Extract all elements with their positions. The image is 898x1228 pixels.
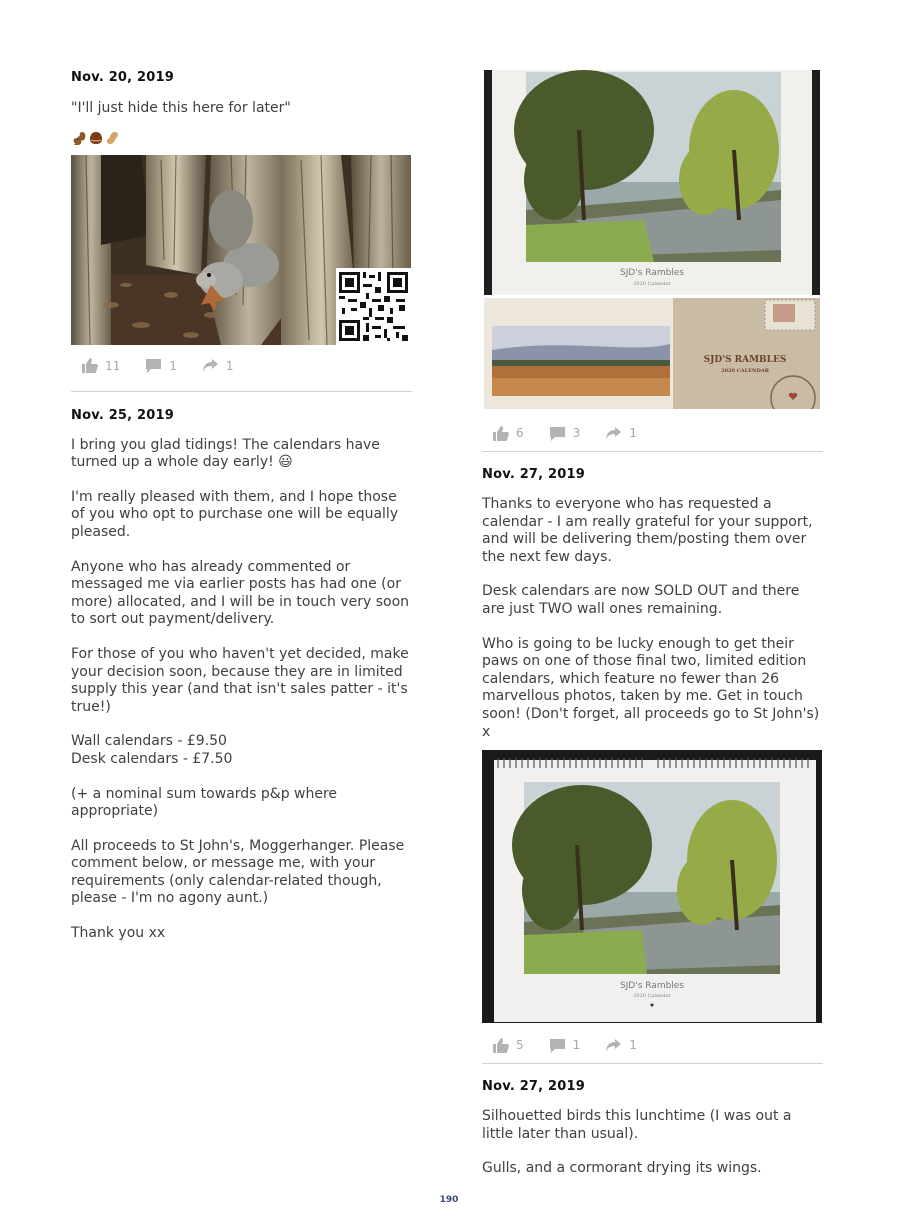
reaction-bar	[71, 353, 412, 379]
post-paragraph: Silhouetted birds this lunchtime (I was out a little later than usual).	[482, 1108, 792, 1142]
like-button[interactable]	[492, 426, 524, 441]
spiral-calendar-photo	[482, 750, 822, 1023]
comment-count: 3	[572, 426, 581, 440]
comment-button[interactable]	[549, 426, 581, 441]
divider	[482, 451, 823, 452]
post-text: "I'll just hide this here for later"	[71, 100, 291, 116]
comment-icon	[145, 358, 162, 373]
share-icon	[605, 426, 622, 441]
share-icon	[202, 358, 219, 373]
post-body	[71, 437, 412, 943]
post-nov-25	[71, 408, 412, 943]
chestnut-emoji-icon	[88, 130, 104, 146]
qr-code-icon	[336, 268, 411, 345]
thumbs-up-icon	[492, 1038, 509, 1053]
comment-icon	[549, 1038, 566, 1053]
calendar-caption: SJD's Rambles	[619, 981, 685, 992]
emoji-row	[71, 129, 412, 147]
post-body	[482, 1108, 823, 1178]
post-paragraph: Desk calendars are now SOLD OUT and there are just TWO wall ones remaining.	[482, 583, 800, 617]
post-paragraph: All proceeds to St John's, Moggerhanger. Please comment below, or message me, with your requirements (only calendar-related though, please - I'm no agony aunt.)	[71, 837, 405, 907]
share-button[interactable]	[605, 426, 637, 441]
like-count: 6	[516, 426, 524, 440]
share-button[interactable]	[202, 358, 234, 373]
post-paragraph: For those of you who haven't yet decided, make your decision soon, because they are in limited supply this year (and that isn't sales patter - it's true!)	[71, 645, 409, 715]
post-paragraph: Thank you xx	[71, 925, 166, 942]
share-button[interactable]	[605, 1038, 637, 1053]
post-paragraph: (+ a nominal sum towards p&p where appropriate)	[71, 785, 338, 820]
squirrel-emoji-icon	[71, 130, 87, 146]
thumbs-up-icon	[81, 358, 98, 373]
divider	[71, 391, 412, 392]
post-date: Nov. 27, 2019	[482, 1079, 586, 1095]
share-count: 1	[225, 358, 234, 373]
like-count: 5	[516, 1038, 524, 1053]
like-button[interactable]	[492, 1038, 524, 1053]
post-date: Nov. 20, 2019	[71, 70, 175, 85]
comment-count: 1	[572, 1038, 581, 1053]
divider	[482, 1063, 823, 1064]
like-button[interactable]	[81, 358, 120, 373]
comment-count: 1	[169, 358, 177, 373]
post-paragraph: I'm really pleased with them, and I hope those of you who opt to purchase one will be equally pleased.	[71, 488, 399, 540]
post-paragraph: Gulls, and a cormorant drying its wings.	[482, 1160, 762, 1177]
share-icon	[605, 1038, 622, 1053]
post-date: Nov. 27, 2019	[482, 467, 586, 482]
page-number: 190	[439, 1195, 459, 1205]
reaction-bar	[482, 420, 823, 446]
calendar-collage	[482, 70, 822, 409]
post-paragraph: Who is going to be lucky enough to get their paws on one of those final two, limited edition calendars, which feature no fewer than 26 marvellous photos, taken by me. Get in touch soon! (Don't forget, all proceeds go to St John's) x	[482, 635, 820, 740]
wall-calendar-photo	[484, 70, 820, 295]
desk-calendar-title: SJD'S RAMBLES	[703, 355, 787, 365]
post-body	[482, 496, 823, 741]
reaction-bar	[482, 1032, 823, 1058]
landscape-calendar-photo	[484, 298, 673, 409]
post-paragraph: Anyone who has already commented or messaged me via earlier posts has had one (or more) allocated, and I will be in touch very soon to sort out payment/delivery.	[71, 558, 410, 628]
post-nov-27-birds	[482, 1079, 823, 1178]
squirrel-photo	[71, 155, 411, 345]
post-date: Nov. 25, 2019	[71, 407, 175, 423]
share-count: 1	[629, 426, 637, 440]
calendar-year: 2020 Calendar	[633, 993, 671, 1000]
calendar-caption: SJD's Rambles	[619, 268, 685, 278]
share-count: 1	[629, 1038, 637, 1053]
desk-calendar-subtitle: 2020 CALENDAR	[721, 368, 769, 374]
comment-button[interactable]	[145, 358, 177, 373]
comment-button[interactable]	[549, 1038, 581, 1053]
comment-icon	[549, 426, 566, 441]
post-nov-27-calendars	[482, 467, 823, 1064]
post-nov-20	[71, 70, 412, 392]
calendar-year: 2020 Calendar	[633, 281, 671, 287]
like-count: 11	[105, 358, 121, 373]
thumbs-up-icon	[492, 426, 509, 441]
post-paragraph: I bring you glad tidings! The calendars have turned up a whole day early! 😃	[71, 436, 380, 471]
desk-calendar-photo	[673, 298, 820, 409]
left-column	[71, 70, 412, 943]
peanut-emoji-icon	[105, 130, 121, 146]
calendar-photo-row	[484, 298, 822, 409]
right-column	[482, 70, 823, 1178]
price-list: Wall calendars - £9.50 Desk calendars - £7.50	[71, 733, 233, 767]
post-paragraph: Thanks to everyone who has requested a calendar - I am really grateful for your support, and will be delivering them/posting them over the next few days.	[482, 496, 813, 565]
